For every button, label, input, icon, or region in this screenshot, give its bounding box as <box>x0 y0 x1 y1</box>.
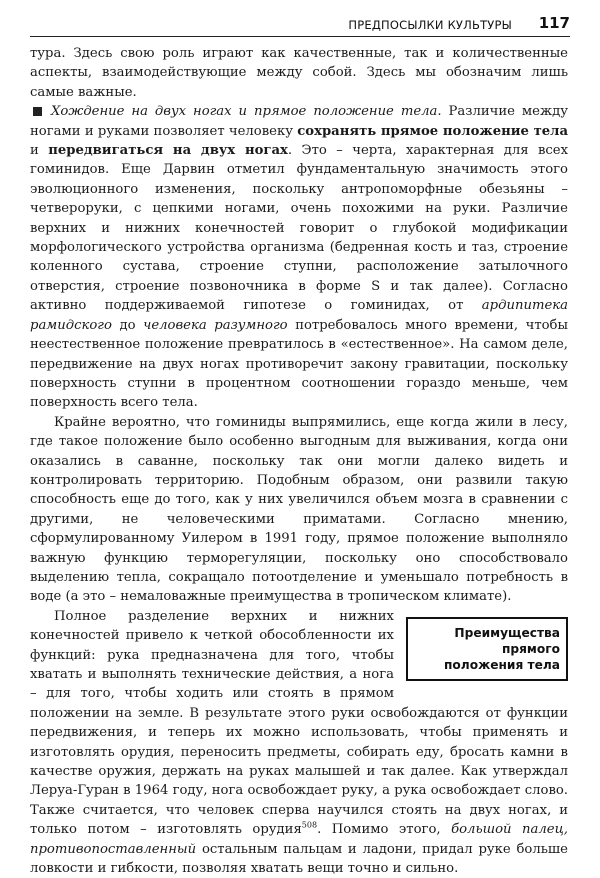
body-text <box>30 44 568 878</box>
running-header <box>30 14 570 37</box>
text-run: до <box>111 317 144 333</box>
text-run: потребовалось много времени, чтобы неестественное положение превратилось в «естественное». На самом деле, передвижение на двух ногах противоречит закону гравитации, поскольку поверхность ступни в процентном соотношении гораздо меньше, чем поверхность всего тела. <box>30 317 568 411</box>
paragraph-3: Крайне вероятно, что гоминиды выпрямились, еще когда жили в лесу, где такое положение было особенно выгодным для выживания, когда они оказались в саванне, поскольку так они могли далеко видеть и контролировать территорию. Подобным образом, они развили такую способность еще до того, как у них увеличился объем мозга в сравнении с другими, не человеческими приматами. Согласно мнению, сформулированному Уилером в 1991 году, прямое положение выполняло важную функцию терморегуляции, поскольку оно способствовало выделению тепла, сокращало потоотделение и уменьшало потребность в воде (а это – немаловажные преимущества в тропическом климате). <box>30 414 568 605</box>
bold-term: передвигаться на двух ногах <box>48 143 288 159</box>
italic-term: человека разумного <box>143 317 288 333</box>
text-run: остальным пальцам и ладони, придал руке больше ловкости и гибкости, позволяя хватать вещи точно и сильно. <box>30 841 568 877</box>
text-run: и <box>30 143 49 159</box>
paragraph-heading: Хождение на двух ногах и прямое положение тела. <box>51 104 442 120</box>
margin-note-line: прямого <box>501 641 560 656</box>
italic-term: большой палец, противопоставленный <box>30 822 568 857</box>
section-title: ПРЕДПОСЫЛКИ КУЛЬТУРЫ <box>348 18 512 32</box>
margin-note-line: Преимущества <box>454 625 560 640</box>
text-run: Различие между ногами и руками позволяет человеку <box>30 104 568 139</box>
margin-note-box <box>406 617 568 681</box>
text-run: Полное разделение верхних и нижних конечностей привело к четкой обособленности их функций: рука предназначена для того, чтобы хватать и выполнять технические действия, а нога – для того, чтобы ходить или стоять в прямом положении на земле. В результате этого руки освобождаются от функции передвижения, и теперь их можно использовать, чтобы применять и изготовлять орудия, переносить предметы, собирать еду, бросать камни в качестве оружия, держать на руках малышей и так далее. Как утверждал Леруа-Гуран в 1964 году, нога освобождает руку, а рука освобождает слово. Также считается, что человек сперва научился стоять на двух ногах, и только потом – изготовлять орудия <box>30 608 568 838</box>
text-run: . Помимо этого, <box>317 822 452 838</box>
text-run: . Это – черта, характерная для всех гоминидов. Еще Дарвин отметил фундаментальную значимость этого эволюционного изменения, поскольку антропоморфные обезьяны – четвероруки, с цепкими ногами, очень похожими на руки. Различие верхних и нижних конечностей говорит о глубокой модификации морфологического устройства организма (бедренная кость и таз, строение коленного сустава, строение ступни, расположение затылочного отверстия, строение позвоночника в форме S и так далее). Согласно активно поддерживаемой гипотезе о гоминидах, от <box>30 143 569 314</box>
margin-note-line: положения тела <box>444 657 560 672</box>
paragraph-1: тура. Здесь свою роль играют как качественные, так и количественные аспекты, взаимодействующие между собой. Здесь мы обозначим лишь самые важные. <box>30 46 568 100</box>
bold-term: сохранять прямое положение тела <box>297 123 568 139</box>
footnote-ref: 508 <box>301 820 318 830</box>
paragraph-2 <box>30 102 568 413</box>
bullet-square-icon <box>33 107 42 116</box>
page-number: 117 <box>538 14 570 32</box>
italic-term: ардипитека рамидского <box>30 298 568 333</box>
